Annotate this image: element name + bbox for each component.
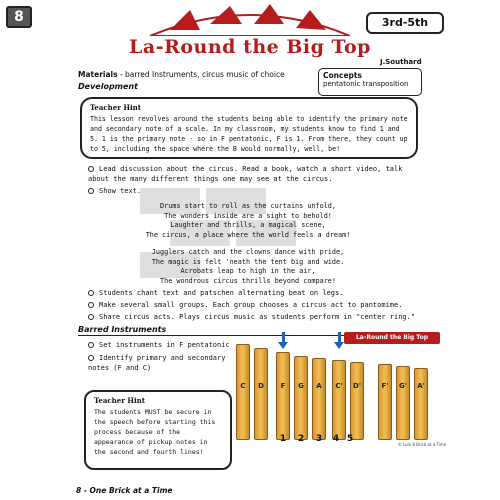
- note-label: A: [316, 382, 322, 390]
- note-label: D': [353, 382, 361, 390]
- count-number: 5: [346, 434, 354, 444]
- note-label: F: [280, 382, 286, 390]
- xylophone-bar-c: [236, 344, 250, 440]
- xylophone-bar-a-high: [414, 368, 428, 440]
- xylophone-bar-d: [254, 348, 268, 440]
- note-label: G': [399, 382, 407, 390]
- materials-line: [78, 70, 285, 79]
- bullet-icon: [88, 166, 94, 172]
- poem-line: The circus, a place where the world feels a dream!: [145, 230, 351, 239]
- list-item: Lead discussion about the circus. Read a book, watch a short video, talk about the many different things one may see at the circus.: [88, 165, 403, 183]
- poem-line: The wondrous circus thrills beyond compare!: [160, 276, 336, 285]
- count-number: 3: [315, 434, 323, 444]
- bullet-icon: [88, 355, 94, 361]
- list-item: Set instruments in F pentatonic: [88, 340, 238, 350]
- poem-line: Jugglers catch and the clowns dance with pride,: [151, 248, 345, 256]
- poem-line: Drums start to roll as the curtains unfold,: [160, 202, 336, 210]
- xylophone-bar-a: [312, 358, 326, 440]
- materials-label: Materials: [78, 70, 118, 79]
- concepts-box: [318, 68, 422, 96]
- list-item: Students chant text and patschen alternating beat on legs.: [88, 288, 420, 298]
- page-number-badge: 8: [6, 6, 32, 28]
- poem-line: Acrobats leap to high in the air,: [180, 267, 316, 275]
- poem-gap: [120, 240, 376, 248]
- xylophone-bar-f-high: [378, 364, 392, 440]
- development-heading: Development: [78, 82, 138, 91]
- note-label: G: [298, 382, 304, 390]
- diagram-title-tag: La-Round the Big Top: [344, 332, 440, 344]
- author-name: J.Southard: [380, 58, 422, 66]
- note-label: C': [335, 382, 343, 390]
- list-item: Make several small groups. Each group chooses a circus act to pantomime.: [88, 300, 420, 310]
- bullet-icon: [88, 342, 94, 348]
- barred-instruments-heading: Barred Instruments: [78, 325, 167, 334]
- bullet-icon: [88, 302, 94, 308]
- concepts-value: pentatonic transposition: [323, 80, 409, 88]
- poem-text: [120, 202, 376, 286]
- teacher-hint-text: The students MUST be secure in the speech before starting this process because of the appearance of pickup notes in the second and fourth lines!: [94, 408, 216, 456]
- bullet-icon: [88, 188, 94, 194]
- note-label: F': [381, 382, 389, 390]
- teacher-hint-box: [80, 97, 418, 159]
- lesson-title: La-Round the Big Top: [129, 36, 371, 58]
- note-label: A': [417, 382, 425, 390]
- page-footer: 8 - One Brick at a Time: [76, 486, 173, 495]
- image-credit: © Lois 8 Brick at a Time: [398, 442, 447, 447]
- list-item: Show text.: [88, 186, 420, 196]
- note-label: D: [258, 382, 264, 390]
- teacher-hint-label: Teacher Hint: [90, 103, 141, 112]
- concepts-label: Concepts: [323, 71, 362, 80]
- teacher-hint-label: Teacher Hint: [94, 396, 145, 405]
- poem-line: Laughter and thrills, a magical scene,: [170, 221, 326, 229]
- teacher-hint-box-2: [84, 390, 232, 470]
- teacher-hint-text: This lesson revolves around the students being able to identify the primary note and secondary note of a scale. In my classroom, my students know to find 1 and 5. 1 is the primary note - so in F pentatonic, F is 1. From there, they count up to 5, including the space where the B would normally, well, be!: [90, 115, 408, 153]
- bullet-icon: [88, 290, 94, 296]
- xylophone-bar-f: [276, 352, 290, 440]
- list-item: Share circus acts. Plays circus music as students perform in "center ring.": [88, 312, 420, 322]
- xylophone-bar-c-high: [332, 360, 346, 440]
- poem-line: The wonders inside are a sight to behold!: [164, 211, 332, 220]
- count-number: 1: [279, 434, 287, 444]
- count-number: 2: [297, 434, 305, 444]
- materials-text: - barred Instruments, circus music of choice: [119, 70, 285, 79]
- bullet-icon: [88, 314, 94, 320]
- xylophone-diagram: [232, 330, 447, 450]
- list-item: Identify primary and secondary notes (F and C): [88, 354, 226, 372]
- grade-level-badge: 3rd-5th: [366, 12, 444, 34]
- xylophone-bar-g-high: [396, 366, 410, 440]
- xylophone-bar-g: [294, 356, 308, 440]
- count-number: 4: [332, 434, 340, 444]
- note-label: C: [240, 382, 246, 390]
- xylophone-bar-d-high: [350, 362, 364, 440]
- circus-tent-graphic: [150, 0, 350, 36]
- poem-line: The magic is felt 'neath the tent big and wide.: [151, 257, 345, 266]
